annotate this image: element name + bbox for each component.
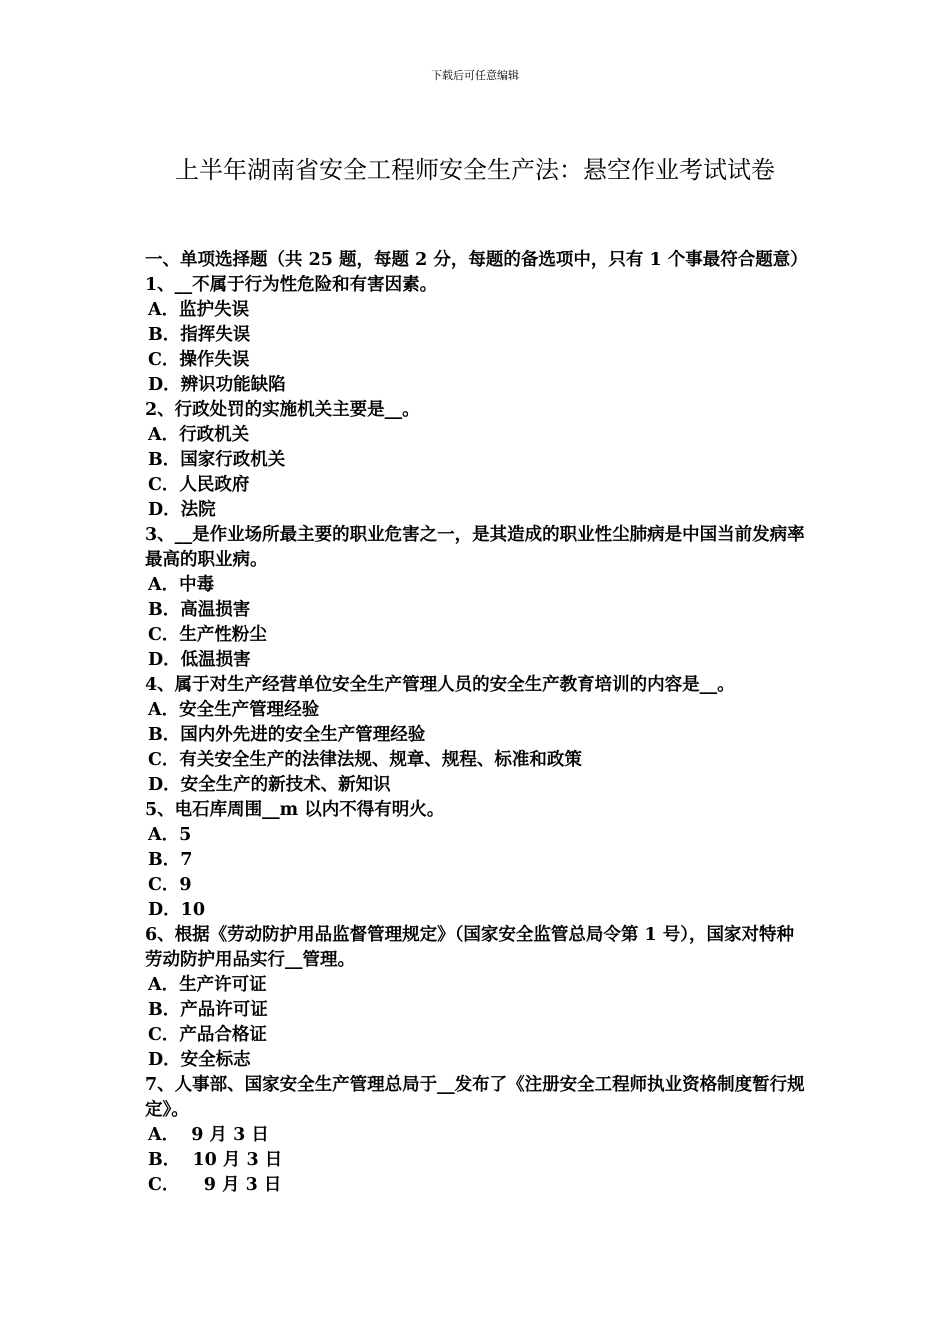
option-d: D．安全生产的新技术、新知识 — [148, 775, 391, 795]
question-5 — [145, 798, 810, 923]
question-stem: 4、属于对生产经营单位安全生产管理人员的安全生产教育培训的内容是__。 — [145, 675, 735, 695]
question-stem: 1、__不属于行为性危险和有害因素。 — [145, 275, 438, 295]
option-b: B．产品许可证 — [148, 1000, 268, 1020]
question-stem: 7、人事部、国家安全生产管理总局于__发布了《注册安全工程师执业资格制度暂行规定》。 — [145, 1075, 805, 1120]
question-4 — [145, 673, 810, 798]
question-3 — [145, 523, 810, 673]
question-stem: 3、__是作业场所最主要的职业危害之一，是其造成的职业性尘肺病是中国当前发病率最高的职业病。 — [145, 525, 805, 570]
option-c: C．产品合格证 — [148, 1025, 267, 1045]
option-b: B．指挥失误 — [148, 325, 251, 345]
option-a: A．行政机关 — [148, 425, 250, 445]
option-a: A．5 — [148, 825, 192, 845]
option-d: D．辨识功能缺陷 — [148, 375, 286, 395]
option-c: C．人民政府 — [148, 475, 250, 495]
option-c: C． 9 月 3 日 — [148, 1175, 282, 1195]
option-a: A．生产许可证 — [148, 975, 267, 995]
option-d: D．安全标志 — [148, 1050, 251, 1070]
header-note: 下载后可任意编辑 — [431, 69, 519, 82]
question-7 — [145, 1073, 810, 1198]
exam-content — [145, 248, 810, 1198]
option-c: C．9 — [148, 875, 192, 895]
option-b: B．高温损害 — [148, 600, 251, 620]
option-b: B． 10 月 3 日 — [148, 1150, 283, 1170]
option-d: D．法院 — [148, 500, 216, 520]
question-1 — [145, 273, 810, 398]
option-d: D．10 — [148, 900, 206, 920]
option-c: C．生产性粉尘 — [148, 625, 267, 645]
option-a: A． 9 月 3 日 — [148, 1125, 269, 1145]
section-heading: 一、单项选择题（共 25 题，每题 2 分，每题的备选项中，只有 1 个事最符合题意） — [145, 250, 808, 270]
option-b: B．国家行政机关 — [148, 450, 286, 470]
question-6 — [145, 923, 810, 1073]
option-b: B．7 — [148, 850, 193, 870]
option-c: C．有关安全生产的法律法规、规章、规程、标准和政策 — [148, 750, 582, 770]
question-list — [145, 273, 810, 1198]
option-a: A．安全生产管理经验 — [148, 700, 320, 720]
option-a: A．监护失误 — [148, 300, 250, 320]
document-title: 上半年湖南省安全工程师安全生产法：悬空作业考试试卷 — [175, 156, 775, 184]
question-stem: 2、行政处罚的实施机关主要是__。 — [145, 400, 420, 420]
option-c: C．操作失误 — [148, 350, 250, 370]
question-stem: 5、电石库周围__m 以内不得有明火。 — [145, 800, 445, 820]
question-stem: 6、根据《劳动防护用品监督管理规定》（国家安全监管总局令第 1 号），国家对特种劳动防护用品实行__管理。 — [145, 925, 795, 970]
option-d: D．低温损害 — [148, 650, 251, 670]
question-2 — [145, 398, 810, 523]
option-a: A．中毒 — [148, 575, 215, 595]
option-b: B．国内外先进的安全生产管理经验 — [148, 725, 426, 745]
